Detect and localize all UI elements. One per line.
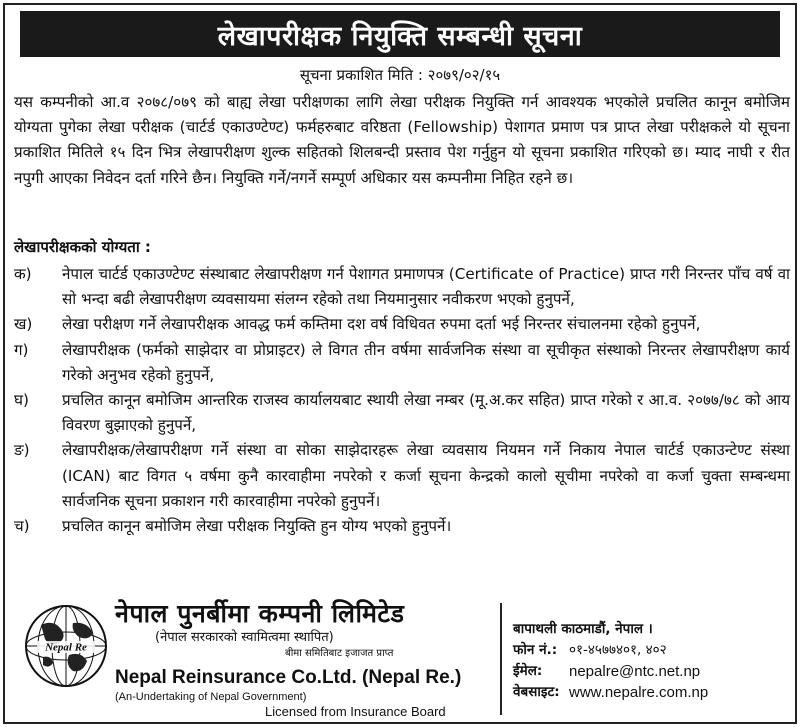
qualification-marker: ख) xyxy=(14,315,33,334)
qualifications-heading: लेखापरीक्षकको योग्यता : xyxy=(14,238,151,256)
logo-text: Nepal Re xyxy=(45,641,87,654)
qualification-marker: क) xyxy=(14,265,32,283)
qualification-item xyxy=(14,338,790,388)
email-address[interactable]: nepalre@ntc.net.np xyxy=(569,663,701,680)
published-date: सूचना प्रकाशित मिति : २०७९/०२/१५ xyxy=(299,66,501,84)
qualification-marker: घ) xyxy=(14,391,29,410)
qualification-item xyxy=(14,262,790,312)
email-label: ईमेल: xyxy=(513,663,543,679)
qualification-text: लेखा परीक्षण गर्ने लेखापरीक्षक आवद्ध फर्म कम्तिमा दश वर्ष विधिवत रुपमा दर्ता भई निरन्तर संचालनमा रहेको हुनुपर्ने, xyxy=(62,315,701,334)
nepal-re-globe-logo xyxy=(23,603,109,689)
phone-number: ०१-४५७७४०१, ४०२ xyxy=(569,642,667,658)
contact-address: बापाथली काठमाडौं, नेपाल । xyxy=(513,621,653,637)
qualifications-list xyxy=(14,262,790,539)
intro-paragraph: यस कम्पनीको आ.व २०७८/०७९ को बाह्य लेखा परीक्षणका लागि लेखा परीक्षक नियुक्ति गर्न आवश्यक भएकोले प्रचलित कानून बमोजिम योग्यता पुगेका लेखा परीक्षक (चार्टर्ड एकाउण्टेण्ट) फर्महरुबाट वरिष्ठता (Fellowship) पेशागत प्रमाण पत्र प्राप्त लेखा परीक्षकले यो सूचना प्रकाशित मितिले १५ दिन भित्र लेखापरीक्षण शुल्क सहितको शिलबन्दी प्रस्ताव पेश गर्नुहुन यो सूचना प्रकाशित गरिएको छ। म्याद नाघी र रीत नपुगी आएका निवेदन दर्ता गरिने छैन। नियुक्ति गर्ने/नगर्ने सम्पूर्ण अधिकार यस कम्पनीमा निहित रहने छ। xyxy=(14,93,790,187)
company-subtitle-en: (An-Undertaking of Nepal Government) xyxy=(115,691,307,703)
company-subtitle-np: (नेपाल सरकारको स्वामित्वमा स्थापित) xyxy=(155,630,334,645)
qualification-item xyxy=(14,438,790,514)
qualification-marker: ङ) xyxy=(14,441,30,460)
company-info xyxy=(115,599,495,720)
notice-title: लेखापरीक्षक नियुक्ति सम्बन्धी सूचना xyxy=(217,20,583,52)
qualification-marker: च) xyxy=(14,517,30,536)
company-license-en: Licensed from Insurance Board xyxy=(265,704,446,719)
company-name-np: नेपाल पुनर्बीमा कम्पनी लिमिटेड xyxy=(115,599,405,628)
company-footer xyxy=(13,593,793,721)
website-label: वेबसाइट: xyxy=(513,684,560,700)
qualification-item xyxy=(14,312,790,337)
qualification-item xyxy=(14,514,790,539)
qualification-text: नेपाल चार्टर्ड एकाउण्टेण्ट संस्थाबाट लेखापरीक्षण गर्न पेशागत प्रमाणपत्र (Certificate of Practice) प्राप्त गरी निरन्तर पाँच वर्ष वा सो भन्दा बढी लेखापरीक्षण व्यवसायमा संलग्न रहेको तथा नियमानुसार नवीकरण भएको हुनुपर्ने, xyxy=(62,265,790,309)
phone-label: फोन नं.: xyxy=(513,642,558,658)
company-license-np: बीमा समितिबाट इजाजत प्राप्त xyxy=(285,648,394,659)
qualification-item xyxy=(14,388,790,438)
qualification-marker: ग) xyxy=(14,340,29,359)
notice-title-banner xyxy=(20,11,780,57)
qualification-text: प्रचलित कानून बमोजिम आन्तरिक राजस्व कार्यालयबाट स्थायी लेखा नम्बर (मू.अ.कर सहित) प्राप्त गरेको र आ.व. २०७७/७८ को आय विवरण बुझाएको हुनुपर्ने, xyxy=(62,391,790,435)
qualification-text: लेखापरीक्षक/लेखापरीक्षण गर्ने संस्था वा सोका साझेदारहरू लेखा व्यवसाय नियमन गर्ने निकाय नेपाल चार्टर्ड एकाउन्टेण्ट संस्था (ICAN) बाट विगत ५ वर्षमा कुनै कारवाहीमा नपरेको र कर्जा सूचना केन्द्रको कालो सूचीमा नपरेको वा कर्जा चुक्ता सम्बन्धमा सार्वजनिक सूचना प्रकाशन गरी कारवाहीमा नपरेको हुनुपर्ने। xyxy=(62,441,790,510)
footer-divider xyxy=(500,603,502,715)
company-name-en: Nepal Reinsurance Co.Ltd. (Nepal Re.) xyxy=(115,667,462,688)
qualification-text: लेखापरीक्षक (फर्मको साझेदार वा प्रोप्राइटर) ले विगत तीन वर्षमा सार्वजनिक संस्था वा सूचीकृत संस्थाको निरन्तर लेखापरीक्षण कार्य गरेको अनुभव रहेको हुनुपर्ने, xyxy=(62,340,790,384)
notice-frame xyxy=(3,3,797,724)
contact-info xyxy=(513,619,793,703)
website-link[interactable]: www.nepalre.com.np xyxy=(569,684,709,701)
qualification-text: प्रचलित कानून बमोजिम लेखा परीक्षक नियुक्ति हुन योग्य भएको हुनुपर्ने। xyxy=(62,517,452,536)
